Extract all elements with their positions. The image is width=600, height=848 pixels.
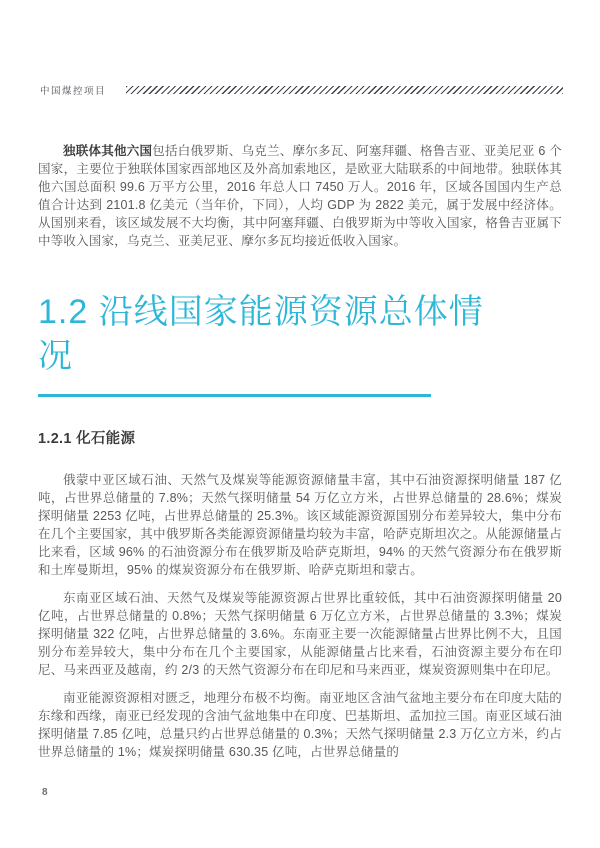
body-paragraph: 俄蒙中亚区域石油、天然气及煤炭等能源资源储量丰富，其中石油资源探明储量 187 亿吨，占世界总储量的 7.8%；天然气探明储量 54 万亿立方米，占世界总储量的 28.6%；煤炭探明储量 2253 亿吨，占世界总储量的 25.3%。该区域能源资源国别分布差异较大，集中分布在几个主要国家，其中俄罗斯各类能源资源储量均较为丰富，哈萨克斯坦次之。从能源储量占比来看，区域 96% 的石油资源分布在俄罗斯及哈萨克斯坦，94% 的天然气资源分布在俄罗斯和土库曼斯坦，95% 的煤炭资源分布在俄罗斯、哈萨克斯坦和蒙古。 (38, 473, 562, 577)
intro-body: 包括白俄罗斯、乌克兰、摩尔多瓦、阿塞拜疆、格鲁吉亚、亚美尼亚 6 个国家，主要位于独联体国家西部地区及外高加索地区，是欧亚大陆联系的中间地带。独联体其他六国总面积 99.6 万平方公里，2016 年总人口 7450 万人。2016 年，区域各国国内生产总值合计达到 2101.8 亿美元（当年价，下同），人均 GDP 为 2822 美元，属于发展中经济体。从国别来看，该区域发展不大均衡，其中阿塞拜疆、白俄罗斯为中等收入国家，格鲁吉亚属下中等收入国家，乌克兰、亚美尼亚、摩尔多瓦均接近低收入国家。 (38, 144, 563, 248)
hatch-pattern (126, 86, 563, 94)
body-paragraphs (38, 471, 562, 761)
body-paragraph: 东南亚区域石油、天然气及煤炭等能源资源占世界比重较低，其中石油资源探明储量 20 亿吨，占世界总储量的 0.8%；天然气探明储量 6 万亿立方米，占世界总储量的 3.3%；煤炭探明储量 322 亿吨，占世界总储量的 3.6%。东南亚主要一次能源储量占世界比例不大，且国别分布差异较大，集中分布在几个主要国家，从能源储量占比来看，石油资源主要分布在印尼、马来西亚及越南，约 2/3 的天然气资源分布在印尼和马来西亚，煤炭资源则集中在印尼。 (38, 591, 562, 677)
project-label: 中国煤控项目 (40, 86, 107, 97)
intro-lead: 独联体其他六国 (63, 144, 153, 158)
page-number: 8 (42, 787, 48, 798)
intro-paragraph (38, 142, 562, 250)
page-content (38, 142, 562, 761)
section-divider (38, 394, 431, 397)
subsection-heading: 1.2.1 化石能源 (38, 431, 136, 447)
section-heading: 1.2 沿线国家能源资源总体情况 (38, 293, 484, 375)
body-paragraph: 南亚能源资源相对匮乏，地理分布极不均衡。南亚地区含油气盆地主要分布在印度大陆的东缘和西缘，南亚已经发现的含油气盆地集中在印度、巴基斯坦、孟加拉三国。南亚区域石油探明储量 7.85 亿吨，总量只约占世界总储量的 0.3%；天然气探明储量 2.3 万亿立方米，约占世界总储量的 1%；煤炭探明储量 630.35 亿吨，占世界总储量的 (38, 691, 562, 759)
page-header (40, 83, 563, 97)
